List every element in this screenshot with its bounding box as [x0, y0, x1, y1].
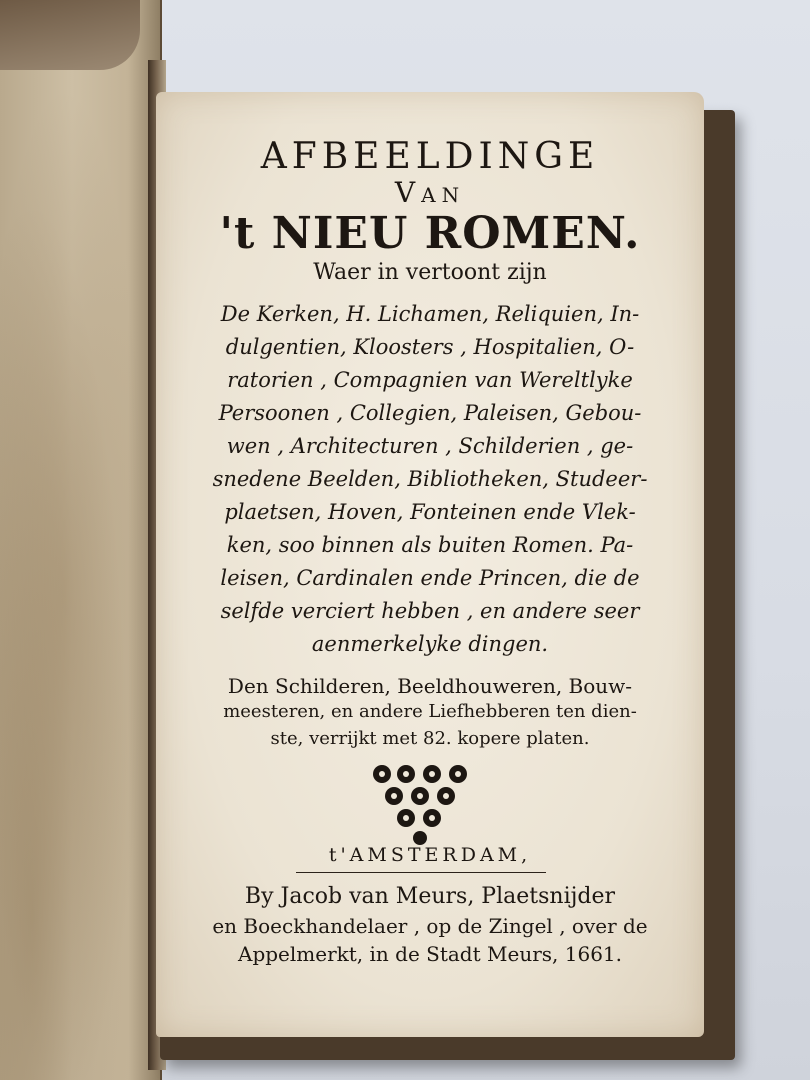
imprint-line: en Boeckhandelaer , op de Zingel , over de: [212, 914, 648, 938]
subtitle: Waer in vertoont zijn: [313, 260, 547, 285]
description-line: snedene Beelden, Bibliotheken, Studeer-: [212, 467, 648, 491]
description-line: aenmerkelyke dingen.: [311, 632, 549, 656]
description-line: ken, soo binnen als buiten Romen. Pa-: [226, 533, 634, 557]
imprint-line: Appelmerkt, in de Stadt Meurs, 1661.: [238, 942, 622, 966]
imprint-rule: [296, 872, 546, 873]
description-line: Persoonen , Collegien, Paleisen, Gebou-: [218, 401, 642, 425]
imprint-line: By Jacob van Meurs, Plaetsnijder: [244, 884, 616, 909]
dedication-line: Den Schilderen, Beeldhouweren, Bouw-: [227, 674, 633, 698]
left-page: [0, 0, 162, 1080]
title-line-2: Van: [394, 176, 466, 209]
fleuron-ornament-icon: [368, 762, 472, 846]
title-line-3: 't NIEU ROMEN.: [219, 208, 641, 259]
dedication-line: meesteren, en andere Liefhebberen ten dien-: [223, 701, 637, 722]
title-page: [156, 92, 704, 1037]
description-line: wen , Architecturen , Schilderien , ge-: [226, 434, 634, 458]
description-line: plaetsen, Hoven, Fonteinen ende Vlek-: [224, 500, 636, 524]
description-line: selfde verciert hebben , en andere seer: [220, 599, 640, 623]
description-line: De Kerken, H. Lichamen, Reliquien, In-: [220, 302, 640, 326]
title-line-1: AFBEELDINGE: [260, 136, 600, 177]
description-line: leisen, Cardinalen ende Princen, die de: [220, 566, 640, 590]
dedication-line: ste, verrijkt met 82. kopere platen.: [270, 728, 590, 749]
imprint-place: t'AMSTERDAM,: [328, 844, 532, 866]
book-cover-corner: [0, 0, 140, 70]
description-line: ratorien , Compagnien van Wereltlyke: [227, 368, 633, 392]
description-line: dulgentien, Kloosters , Hospitalien, O-: [225, 335, 635, 359]
